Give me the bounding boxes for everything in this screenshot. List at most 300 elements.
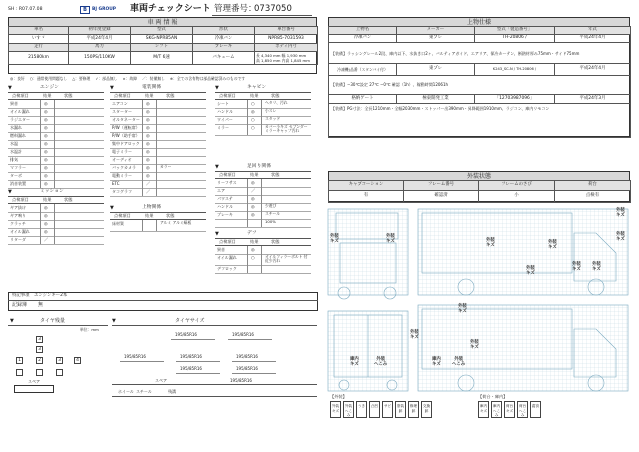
truck-diagram (326, 203, 632, 393)
mission-item-4-sep2 (54, 236, 55, 244)
damage-mark-1 (386, 234, 395, 244)
electric-item-9-sep2 (156, 172, 157, 180)
diff-tri-icon: ▼ (215, 231, 219, 237)
diff-title: デフ (247, 231, 257, 236)
cabin-item-0-sep1 (247, 100, 248, 108)
engine-item-9-sep1 (40, 172, 41, 180)
record-value: 無 (38, 302, 44, 308)
electric-item-0-sep1 (142, 100, 143, 108)
cabin-item-2-sep2 (261, 116, 262, 124)
label-shape: 形状 (193, 27, 255, 35)
engine-item-4-sep2 (54, 132, 55, 140)
tire-tri-icon: ▼ (10, 318, 14, 324)
damage-mark-15 (452, 357, 465, 367)
damage-mark-4-l1: 外装 (486, 238, 495, 243)
vehicle-info-header: 車 両 情 報 (9, 18, 316, 28)
engine-item-1-sep2 (54, 108, 55, 116)
engine-item-0-name: 異音 (10, 101, 18, 106)
cabin-item-2-result: ○ (251, 117, 255, 122)
electric-item-5-sep2 (156, 140, 157, 148)
cabin-item-3-name: ミラー (217, 125, 229, 130)
notes-divider (8, 300, 318, 301)
engine-item-10-name: 消音装置 (10, 181, 26, 186)
damage-mark-3-l1: 外装 (616, 232, 625, 237)
legend-broken: ×：故障 (122, 76, 138, 81)
damage-mark-13 (374, 357, 387, 367)
chassis-item-0-name: リーフサス (217, 180, 237, 185)
cabin-col-result: 結果 (250, 93, 259, 98)
legend-missing: ✓：部品無し (95, 76, 118, 81)
electric-item-6-sep2 (156, 148, 157, 156)
chassis-item-4-sep1 (247, 211, 248, 219)
mission-item-4-result: ／ (44, 237, 49, 242)
engine-item-0-result: ◎ (44, 101, 48, 106)
electric-item-10-result: ／ (146, 181, 151, 186)
engine-item-6-name: 水温計 (10, 149, 22, 154)
diff-item-0-name: 異音 (217, 247, 225, 252)
mgmt-label: 管理番号： (214, 4, 257, 14)
electric-item-4-result: ◎ (146, 133, 150, 138)
electric-item-0-sep2 (156, 100, 157, 108)
engine-item-5-line (8, 148, 104, 149)
tire-size-underline (112, 325, 317, 326)
engine-item-5-sep1 (40, 140, 41, 148)
engine-item-5-result: ◎ (44, 141, 48, 146)
tire-size-2: 195/85R16 (124, 354, 146, 359)
upper-title: 上物関係 (142, 205, 162, 210)
eq-r2-model: K243_SC-N / TH-20806 / (475, 64, 555, 76)
chassis-item-5-state: 100% (265, 219, 276, 224)
mission-item-1-name: ギア鳴り (10, 213, 26, 218)
tire-remaining-3: 2 (36, 357, 43, 364)
label-chassis-no: 車台番号 (255, 27, 318, 35)
damage-mark-13-l1: 外装 (376, 357, 385, 362)
upper-item-0-state: アルミ アルミ縞板 (160, 220, 192, 225)
engine-item-7-result: ◎ (44, 157, 48, 162)
damage-mark-6-l2: キズ (526, 271, 535, 276)
tire-spare-box (14, 385, 54, 393)
chassis-item-0-result: ◎ (251, 180, 255, 185)
tire-remaining-title: タイヤ残量 (40, 318, 65, 324)
value-power: 150PS/110KW (69, 52, 131, 65)
engine-item-6-result: ◎ (44, 149, 48, 154)
electric-item-3-sep2 (156, 124, 157, 132)
diff-col-result: 結果 (250, 239, 259, 244)
label-first-reg: 初年度登録 (69, 27, 131, 35)
ext-val-frame-no: 確認済 (404, 191, 479, 203)
engine-item-6-line (8, 156, 104, 157)
damage-mark-14 (432, 357, 441, 367)
electric-item-9-result: ◎ (146, 173, 150, 178)
cabin-col-state: 状態 (271, 93, 280, 98)
eq-col-maker: メーカー (397, 27, 475, 35)
diff-item-0-result: ◎ (251, 247, 255, 252)
cabin-item-3-sep1 (247, 124, 248, 135)
doc-code: SH : R07.07.08 (8, 7, 43, 12)
cabin-item-0-result: ○ (251, 101, 255, 106)
electric-item-11-sep2 (156, 188, 157, 196)
damage-mark-7-l1: 外装 (572, 262, 581, 267)
chassis-item-3-sep2 (261, 203, 262, 211)
ext-col-cab: キャブコーション (329, 181, 404, 191)
value-brake: バキューム (193, 52, 255, 65)
eq-col-year: 年式 (555, 27, 631, 35)
tire-left-underline (8, 325, 108, 326)
engine-tri-icon: ▼ (8, 85, 12, 91)
legend-ext-title: 【外装】 (330, 394, 347, 399)
electric-item-2-result: ◎ (146, 117, 150, 122)
wheel-value: スチール (136, 389, 152, 394)
tire-size-1: 195/85R16 (232, 332, 254, 337)
engine-col-result: 結果 (43, 93, 52, 98)
tire-size-4: 195/85R16 (236, 354, 258, 359)
diff-item-1-state: オイルフィラーボルト 付近少汚れ (265, 254, 308, 264)
legend-ext-4: サビ (382, 401, 393, 418)
damage-mark-9-l1: 外装 (458, 304, 467, 309)
chassis-item-2-result: ◎ (251, 196, 255, 201)
body-dims-line1: 長 4,340 mm 幅 1,930 mm (256, 53, 307, 58)
eq-r3-maker: 極東開発工業 (397, 95, 475, 104)
chassis-item-5-sep2 (261, 219, 262, 227)
damage-mark-13-l2: へこみ (374, 362, 388, 367)
electric-item-10-sep2 (156, 180, 157, 188)
eq-r3-model: 「12703987096」 (475, 95, 555, 104)
damage-mark-5-l2: キズ (548, 245, 557, 250)
legend-ext-5: 塗装跡 (395, 401, 406, 418)
damage-mark-15-l1: 外装 (454, 357, 463, 362)
mission-col-underline (8, 203, 104, 204)
mission-item-0-sep1 (40, 204, 41, 212)
electric-item-9-sep1 (142, 172, 143, 180)
electric-col-underline (110, 99, 206, 100)
chassis-item-2-name: パワステ (217, 196, 233, 201)
eq-r2-name: 冷凍機(品番（スタンバイ付） (329, 64, 397, 76)
engine-item-4-result: ◎ (44, 133, 48, 138)
mission-item-4-line (8, 244, 104, 245)
chassis-item-4-sep2 (261, 211, 262, 219)
damage-mark-8-l1: 外装 (592, 262, 601, 267)
chassis-item-1-sep1 (247, 187, 248, 195)
damage-mark-5-l1: 外装 (548, 240, 557, 245)
cabin-item-1-name: ハンドル (217, 109, 233, 114)
engine-item-9-result: ◎ (44, 173, 48, 178)
legend-none: ／：装備無し (142, 76, 165, 81)
electric-item-5-sep1 (142, 140, 143, 148)
cabin-item-3-line (215, 135, 311, 136)
brand-name: BJ GROUP (92, 7, 117, 12)
tire-size-5: 195/85R16 (180, 366, 202, 371)
mission-item-2-result: ◎ (44, 221, 48, 226)
electric-item-5-result: ◎ (146, 141, 150, 146)
electric-col-item: 点検項目 (114, 93, 131, 98)
electric-item-11-line (110, 196, 206, 197)
label-model: 型式 (131, 27, 193, 35)
damage-mark-9-l2: キズ (458, 309, 467, 314)
tire-size-line-2 (120, 361, 164, 362)
cabin-item-2-name: ワイパー (217, 117, 233, 122)
wheel-label: ホイール (118, 389, 134, 394)
mission-item-1-sep1 (40, 212, 41, 220)
damage-mark-10-l2: キズ (470, 345, 479, 350)
tire-remaining-5: 4 (74, 357, 81, 364)
ext-val-bed: 点検有 (555, 191, 631, 203)
engine-item-7-sep2 (54, 156, 55, 164)
damage-mark-2 (616, 208, 625, 218)
engine-item-5-name: 水温 (10, 141, 18, 146)
engine-col-underline (8, 99, 104, 100)
electric-item-9-line (110, 180, 206, 181)
damage-mark-11-l1: 外装 (410, 330, 419, 335)
electric-title: 電装関係 (142, 85, 162, 90)
chassis-item-5-sep1 (247, 219, 248, 227)
electric-item-6-sep1 (142, 148, 143, 156)
cabin-col-underline (215, 99, 311, 100)
upper-col-item: 点検項目 (114, 213, 131, 218)
cabin-item-3-result: ○ (251, 125, 255, 130)
equipment-header: 上物仕様 (329, 18, 629, 28)
damage-mark-10 (470, 340, 479, 350)
engine-item-3-sep1 (40, 124, 41, 132)
engine-item-2-sep1 (40, 116, 41, 124)
engine-item-2-name: ラジエター (10, 117, 30, 122)
electric-item-10-sep1 (142, 180, 143, 188)
electric-item-8-name: バックカメラ (112, 165, 136, 170)
diff-item-1-name: オイル漏れ (217, 255, 237, 260)
damage-mark-0 (330, 234, 339, 244)
cabin-item-3-sep2 (261, 124, 262, 135)
page-title: 車両チェックシート (130, 4, 211, 14)
electric-item-10-name: ETC (112, 181, 120, 186)
cabin-item-1-result: ◎ (251, 109, 255, 114)
damage-mark-12 (350, 357, 359, 367)
diff-item-1-sep1 (247, 254, 248, 265)
eq-r1-name: 冷凍バン (329, 35, 397, 43)
engine-item-10-sep1 (40, 180, 41, 188)
tire-size-line-6 (232, 373, 276, 374)
engine-item-8-result: ◎ (44, 165, 48, 170)
legend-int-1: 庫内へこみ (491, 401, 502, 418)
tire-remaining-4: 3 (56, 357, 63, 364)
spare-size-underline (112, 384, 317, 385)
electric-item-4-sep2 (156, 132, 157, 140)
engine-item-4-sep1 (40, 132, 41, 140)
diff-col-state: 状態 (271, 239, 280, 244)
legend-good: ◎：良好 (10, 76, 25, 81)
damage-mark-0-l1: 外装 (330, 234, 339, 239)
ext-col-frame-no: フレーム番号 (404, 181, 479, 191)
legend-ext-6: 修理跡 (408, 401, 419, 418)
spare-size-value: 195/85R16 (230, 378, 252, 383)
engine-item-8-sep2 (54, 164, 55, 172)
electric-item-4-sep1 (142, 132, 143, 140)
tire-remaining-1: 3 (36, 346, 43, 353)
eq-r1-model: TH-20806 / (475, 35, 555, 43)
legend-int-title: 【荷台・庫内】 (478, 394, 508, 399)
value-first-reg: 平成24年4月 (69, 35, 131, 44)
tire-unit: 単位：mm (80, 327, 99, 332)
mission-item-0-name: ギア抜け (10, 205, 26, 210)
damage-mark-10-l1: 外装 (470, 340, 479, 345)
legend-int-4: 腐食 (530, 401, 541, 418)
diff-item-2-name: デフロック (217, 266, 237, 271)
engine-item-0-sep2 (54, 100, 55, 108)
chassis-item-2-sep1 (247, 195, 248, 203)
damage-mark-4-l2: キズ (486, 243, 495, 248)
chassis-col-result: 結果 (250, 172, 259, 177)
electric-item-3-result: ◎ (146, 125, 150, 130)
electric-item-11-result: ／ (146, 189, 151, 194)
brand-logo-icon: B (80, 6, 90, 14)
electric-item-7-result: ◎ (146, 157, 150, 162)
electric-item-7-sep1 (142, 156, 143, 164)
electric-item-4-name: P/W（助手席） (112, 133, 140, 138)
damage-mark-15-l2: へこみ (452, 362, 466, 367)
electric-item-3-name: P/W（運転席） (112, 125, 140, 130)
damage-mark-11-l2: キズ (410, 335, 419, 340)
engine-item-2-sep2 (54, 116, 55, 124)
chassis-item-4-result: ◎ (251, 212, 255, 217)
electric-item-9-name: 電動ミラー (112, 173, 132, 178)
diff-item-2-sep2 (261, 265, 262, 273)
tire-remaining-7 (36, 369, 43, 376)
electric-item-0-name: エアコン (112, 101, 128, 106)
label-car-name: 車名 (9, 27, 69, 35)
cabin-item-3-state: カバー小キズ セブンダーミラーキャップ汚れ (265, 124, 308, 134)
label-brake: ブレーキ (193, 44, 255, 52)
electric-item-8-sep1 (142, 164, 143, 172)
vehicle-info-table (8, 26, 318, 65)
electric-item-8-state: カラー (160, 164, 172, 169)
chassis-item-3-result: ◎ (251, 204, 255, 209)
chassis-item-3-sep1 (247, 203, 248, 211)
mission-item-3-result: ◎ (44, 229, 48, 234)
spare-size-label: スペア (155, 378, 167, 383)
tire-size-line-4 (232, 361, 276, 362)
engine-item-1-sep1 (40, 108, 41, 116)
upper-item-0-sep1 (142, 220, 143, 231)
diff-col-underline (215, 245, 311, 246)
chassis-item-1-result: ／ (251, 188, 256, 193)
damage-mark-3-l2: キズ (616, 237, 625, 242)
diff-item-0-sep2 (261, 246, 262, 254)
value-shape: 冷凍バン (193, 35, 255, 44)
electric-item-8-sep2 (156, 164, 157, 172)
electric-col-state: 状態 (166, 93, 175, 98)
ext-col-bed: 荷台 (555, 181, 631, 191)
damage-mark-14-l2: キズ (432, 362, 441, 367)
mission-col-item: 点検項目 (12, 197, 29, 202)
damage-mark-3 (616, 232, 625, 242)
legend-row (10, 76, 245, 82)
chassis-item-4-name: ブレーキ (217, 212, 233, 217)
legend-repair: △：要修理 (72, 76, 91, 81)
label-body-dims: ボディ内寸 (255, 44, 318, 52)
legend-int-3: 荷台へこみ (517, 401, 528, 418)
engine-col-item: 点検項目 (12, 93, 29, 98)
tire-size-line-3 (176, 361, 220, 362)
engine-item-4-line (8, 140, 104, 141)
mgmt-underline (212, 15, 312, 16)
electric-item-11-name: タコグラフ (112, 189, 132, 194)
diff-item-0-sep1 (247, 246, 248, 254)
cabin-item-1-sep1 (247, 108, 248, 116)
engine-item-9-name: ターボ (10, 173, 22, 178)
wheel-underline (112, 396, 317, 397)
mission-item-3-name: オイル漏れ (10, 229, 30, 234)
chassis-item-3-state: 少遊び (265, 203, 277, 208)
value-car-name: いすゞ (9, 35, 69, 44)
damage-mark-1-l1: 外装 (386, 234, 395, 239)
engine-item-7-sep1 (40, 156, 41, 164)
electric-item-6-name: 電子ミラー (112, 149, 132, 154)
damage-mark-4 (486, 238, 495, 248)
chassis-item-1-sep2 (261, 187, 262, 195)
cabin-item-1-sep2 (261, 108, 262, 116)
equipment-table (328, 26, 631, 138)
electric-item-6-result: ◎ (146, 149, 150, 154)
diff-item-1-result: ○ (251, 255, 255, 260)
chassis-item-0-sep1 (247, 179, 248, 187)
upper-item-0-name: 床材質 (112, 221, 124, 226)
cabin-item-2-state: スタッド (265, 116, 281, 121)
tread-label: 残溝 (168, 389, 176, 394)
engine-item-6-sep1 (40, 148, 41, 156)
damage-mark-7 (572, 262, 581, 272)
cabin-item-0-state: ヘタリ、汚れ (265, 100, 288, 105)
value-shift: M/T 6速 (131, 52, 193, 65)
tire-size-line-5 (176, 373, 220, 374)
cabin-title: キャビン (247, 85, 267, 90)
engine-item-9-sep2 (54, 172, 55, 180)
engine-item-10-sep2 (54, 180, 55, 188)
electric-item-1-result: ◎ (146, 109, 150, 114)
engine-item-0-sep1 (40, 100, 41, 108)
damage-mark-12-l1: 庫内 (350, 357, 359, 362)
mission-item-3-sep2 (54, 228, 55, 236)
label-power: 馬力 (69, 44, 131, 52)
electric-item-11-sep1 (142, 188, 143, 196)
value-chassis-no: NPR85-7031593 (255, 35, 318, 44)
engine-item-8-sep1 (40, 164, 41, 172)
body-dims-line2: 高 1,850 mm 内高 1,845 mm (256, 58, 310, 63)
mission-item-2-sep2 (54, 220, 55, 228)
mission-title: ミッション (40, 189, 64, 194)
eq-r2-note: 【装備】−30℃設定 27℃ −0℃ 確認（1h）、稼動時間12061h (329, 76, 631, 95)
chassis-col-item: 点検項目 (219, 172, 236, 177)
legend-ext-3: 凸凹 (369, 401, 380, 418)
electric-col-result: 結果 (145, 93, 154, 98)
chassis-col-underline (215, 178, 311, 179)
tire-remaining-8 (56, 369, 63, 376)
damage-mark-0-l2: キズ (330, 239, 339, 244)
damage-mark-2-l2: キズ (616, 213, 625, 218)
legend-ext-1: 外装へこみ (343, 401, 354, 418)
upper-col-state: 状態 (166, 213, 175, 218)
mission-item-2-name: クラッチ (10, 221, 26, 226)
eq-col-name: 上物名 (329, 27, 397, 35)
diff-item-2-line (215, 273, 311, 274)
engine-item-6-sep2 (54, 148, 55, 156)
tire-size-line-1 (228, 339, 272, 340)
chassis-col-state: 状態 (271, 172, 280, 177)
cabin-item-2-sep1 (247, 116, 248, 124)
damage-mark-9 (458, 304, 467, 314)
eq-r3-year: 平成24年3月 (555, 95, 631, 104)
mgmt-number: 0737050 (254, 4, 292, 14)
mission-item-4-sep1 (40, 236, 41, 244)
damage-mark-1-l2: キズ (386, 239, 395, 244)
mission-item-3-sep1 (40, 228, 41, 236)
